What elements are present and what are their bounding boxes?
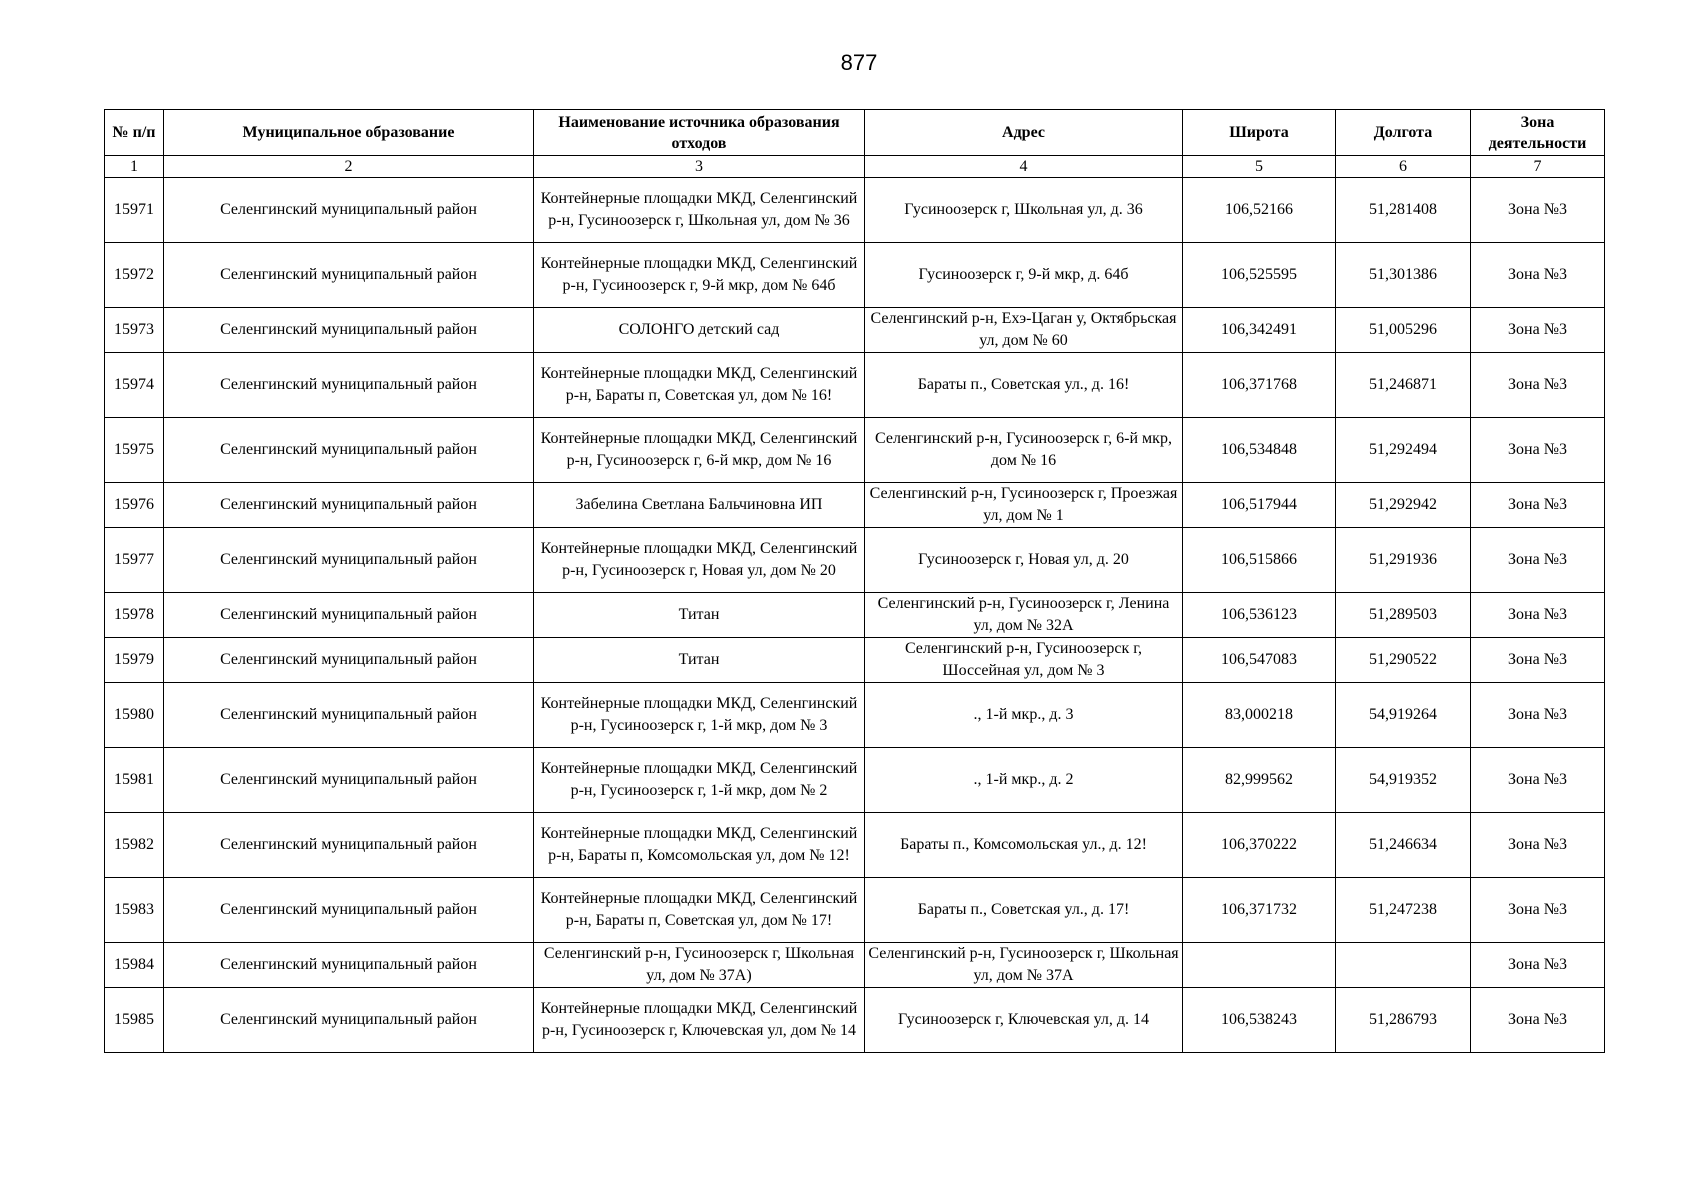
cell-source: Контейнерные площадки МКД, Селенгинский р-н, Бараты п, Советская ул, дом № 17!: [534, 878, 865, 943]
cell-source: Забелина Светлана Бальчиновна ИП: [534, 483, 865, 528]
cell-zone: Зона №3: [1471, 418, 1605, 483]
table-row: [105, 878, 1605, 943]
cell-source: СОЛОНГО детский сад: [534, 308, 865, 353]
cell-no: 15979: [105, 638, 164, 683]
table-row: [105, 593, 1605, 638]
table-row: [105, 528, 1605, 593]
cell-source: Контейнерные площадки МКД, Селенгинский р-н, Гусиноозерск г, Ключевская ул, дом № 14: [534, 988, 865, 1053]
page-number: 877: [840, 50, 878, 75]
cell-longitude: 51,289503: [1336, 593, 1471, 638]
header-source: Наименование источника образования отходов: [534, 110, 865, 156]
cell-source: Контейнерные площадки МКД, Селенгинский р-н, Гусиноозерск г, 1-й мкр, дом № 3: [534, 683, 865, 748]
cell-address: ., 1-й мкр., д. 2: [865, 748, 1183, 813]
cell-municipality: Селенгинский муниципальный район: [164, 483, 534, 528]
cell-zone: Зона №3: [1471, 878, 1605, 943]
header-municipality: Муниципальное образование: [164, 110, 534, 156]
table-row: [105, 418, 1605, 483]
cell-longitude: 51,246634: [1336, 813, 1471, 878]
cell-no: 15976: [105, 483, 164, 528]
cell-address: Селенгинский р-н, Гусиноозерск г, 6-й мкр, дом № 16: [865, 418, 1183, 483]
cell-address: Селенгинский р-н, Гусиноозерск г, Шоссейная ул, дом № 3: [865, 638, 1183, 683]
cell-municipality: Селенгинский муниципальный район: [164, 748, 534, 813]
cell-address: Бараты п., Советская ул., д. 16!: [865, 353, 1183, 418]
cell-latitude: 106,534848: [1183, 418, 1336, 483]
cell-address: ., 1-й мкр., д. 3: [865, 683, 1183, 748]
cell-latitude: [1183, 943, 1336, 988]
cell-no: 15982: [105, 813, 164, 878]
cell-municipality: Селенгинский муниципальный район: [164, 878, 534, 943]
cell-municipality: Селенгинский муниципальный район: [164, 528, 534, 593]
table-row: [105, 748, 1605, 813]
column-number: 2: [164, 156, 534, 178]
cell-latitude: 106,538243: [1183, 988, 1336, 1053]
cell-zone: Зона №3: [1471, 813, 1605, 878]
cell-longitude: 51,005296: [1336, 308, 1471, 353]
cell-municipality: Селенгинский муниципальный район: [164, 638, 534, 683]
column-number: 4: [865, 156, 1183, 178]
cell-latitude: 106,525595: [1183, 243, 1336, 308]
cell-zone: Зона №3: [1471, 528, 1605, 593]
header-longitude: Долгота: [1336, 110, 1471, 156]
cell-latitude: 106,370222: [1183, 813, 1336, 878]
cell-no: 15985: [105, 988, 164, 1053]
table-row: [105, 353, 1605, 418]
header-address: Адрес: [865, 110, 1183, 156]
table-body: [105, 178, 1605, 1053]
cell-source: Контейнерные площадки МКД, Селенгинский р-н, Бараты п, Комсомольская ул, дом № 12!: [534, 813, 865, 878]
cell-municipality: Селенгинский муниципальный район: [164, 683, 534, 748]
cell-zone: Зона №3: [1471, 308, 1605, 353]
cell-no: 15973: [105, 308, 164, 353]
cell-municipality: Селенгинский муниципальный район: [164, 418, 534, 483]
cell-source: Селенгинский р-н, Гусиноозерск г, Школьная ул, дом № 37А): [534, 943, 865, 988]
cell-zone: Зона №3: [1471, 748, 1605, 813]
cell-latitude: 106,371732: [1183, 878, 1336, 943]
table-row: [105, 178, 1605, 243]
cell-no: 15981: [105, 748, 164, 813]
cell-longitude: 51,291936: [1336, 528, 1471, 593]
cell-latitude: 106,52166: [1183, 178, 1336, 243]
cell-longitude: [1336, 943, 1471, 988]
table-row: [105, 813, 1605, 878]
cell-source: Контейнерные площадки МКД, Селенгинский р-н, Гусиноозерск г, Новая ул, дом № 20: [534, 528, 865, 593]
cell-source: Контейнерные площадки МКД, Селенгинский р-н, Гусиноозерск г, 6-й мкр, дом № 16: [534, 418, 865, 483]
cell-no: 15974: [105, 353, 164, 418]
cell-source: Титан: [534, 593, 865, 638]
cell-address: Селенгинский р-н, Ехэ-Цаган у, Октябрьская ул, дом № 60: [865, 308, 1183, 353]
cell-no: 15980: [105, 683, 164, 748]
cell-no: 15984: [105, 943, 164, 988]
column-number: 7: [1471, 156, 1605, 178]
cell-zone: Зона №3: [1471, 353, 1605, 418]
cell-longitude: 51,246871: [1336, 353, 1471, 418]
cell-longitude: 54,919264: [1336, 683, 1471, 748]
cell-address: Гусиноозерск г, Школьная ул, д. 36: [865, 178, 1183, 243]
cell-address: Селенгинский р-н, Гусиноозерск г, Ленина ул, дом № 32А: [865, 593, 1183, 638]
header-no: № п/п: [105, 110, 164, 156]
cell-longitude: 51,301386: [1336, 243, 1471, 308]
cell-no: 15978: [105, 593, 164, 638]
cell-longitude: 51,281408: [1336, 178, 1471, 243]
cell-address: Бараты п., Комсомольская ул., д. 12!: [865, 813, 1183, 878]
cell-longitude: 51,290522: [1336, 638, 1471, 683]
cell-zone: Зона №3: [1471, 178, 1605, 243]
cell-no: 15977: [105, 528, 164, 593]
cell-latitude: 106,517944: [1183, 483, 1336, 528]
cell-latitude: 106,371768: [1183, 353, 1336, 418]
cell-municipality: Селенгинский муниципальный район: [164, 988, 534, 1053]
cell-address: Гусиноозерск г, 9-й мкр, д. 64б: [865, 243, 1183, 308]
header-latitude: Широта: [1183, 110, 1336, 156]
cell-municipality: Селенгинский муниципальный район: [164, 308, 534, 353]
cell-municipality: Селенгинский муниципальный район: [164, 243, 534, 308]
cell-longitude: 51,286793: [1336, 988, 1471, 1053]
cell-zone: Зона №3: [1471, 683, 1605, 748]
cell-address: Гусиноозерск г, Новая ул, д. 20: [865, 528, 1183, 593]
column-number: 1: [105, 156, 164, 178]
cell-source: Контейнерные площадки МКД, Селенгинский р-н, Гусиноозерск г, 1-й мкр, дом № 2: [534, 748, 865, 813]
cell-municipality: Селенгинский муниципальный район: [164, 943, 534, 988]
table-row: [105, 988, 1605, 1053]
header-zone: Зона деятельности: [1471, 110, 1605, 156]
cell-zone: Зона №3: [1471, 243, 1605, 308]
table-row: [105, 943, 1605, 988]
cell-zone: Зона №3: [1471, 483, 1605, 528]
table-row: [105, 683, 1605, 748]
waste-sources-table: [104, 109, 1605, 1053]
cell-zone: Зона №3: [1471, 943, 1605, 988]
cell-municipality: Селенгинский муниципальный район: [164, 178, 534, 243]
cell-source: Контейнерные площадки МКД, Селенгинский р-н, Бараты п, Советская ул, дом № 16!: [534, 353, 865, 418]
cell-municipality: Селенгинский муниципальный район: [164, 353, 534, 418]
cell-source: Титан: [534, 638, 865, 683]
cell-longitude: 54,919352: [1336, 748, 1471, 813]
cell-no: 15975: [105, 418, 164, 483]
cell-address: Селенгинский р-н, Гусиноозерск г, Проезжая ул, дом № 1: [865, 483, 1183, 528]
table-row: [105, 308, 1605, 353]
cell-latitude: 82,999562: [1183, 748, 1336, 813]
cell-address: Бараты п., Советская ул., д. 17!: [865, 878, 1183, 943]
cell-address: Селенгинский р-н, Гусиноозерск г, Школьная ул, дом № 37А: [865, 943, 1183, 988]
cell-longitude: 51,247238: [1336, 878, 1471, 943]
cell-source: Контейнерные площадки МКД, Селенгинский р-н, Гусиноозерск г, Школьная ул, дом № 36: [534, 178, 865, 243]
cell-latitude: 106,515866: [1183, 528, 1336, 593]
header-row: [105, 110, 1605, 156]
cell-latitude: 106,536123: [1183, 593, 1336, 638]
cell-zone: Зона №3: [1471, 988, 1605, 1053]
cell-no: 15983: [105, 878, 164, 943]
column-number: 5: [1183, 156, 1336, 178]
table-row: [105, 243, 1605, 308]
cell-latitude: 106,342491: [1183, 308, 1336, 353]
cell-zone: Зона №3: [1471, 638, 1605, 683]
table-row: [105, 483, 1605, 528]
cell-source: Контейнерные площадки МКД, Селенгинский р-н, Гусиноозерск г, 9-й мкр, дом № 64б: [534, 243, 865, 308]
cell-latitude: 106,547083: [1183, 638, 1336, 683]
cell-no: 15971: [105, 178, 164, 243]
cell-address: Гусиноозерск г, Ключевская ул, д. 14: [865, 988, 1183, 1053]
column-number-row: [105, 156, 1605, 178]
cell-longitude: 51,292942: [1336, 483, 1471, 528]
cell-longitude: 51,292494: [1336, 418, 1471, 483]
cell-no: 15972: [105, 243, 164, 308]
cell-latitude: 83,000218: [1183, 683, 1336, 748]
cell-municipality: Селенгинский муниципальный район: [164, 593, 534, 638]
cell-municipality: Селенгинский муниципальный район: [164, 813, 534, 878]
cell-zone: Зона №3: [1471, 593, 1605, 638]
table-row: [105, 638, 1605, 683]
column-number: 3: [534, 156, 865, 178]
column-number: 6: [1336, 156, 1471, 178]
